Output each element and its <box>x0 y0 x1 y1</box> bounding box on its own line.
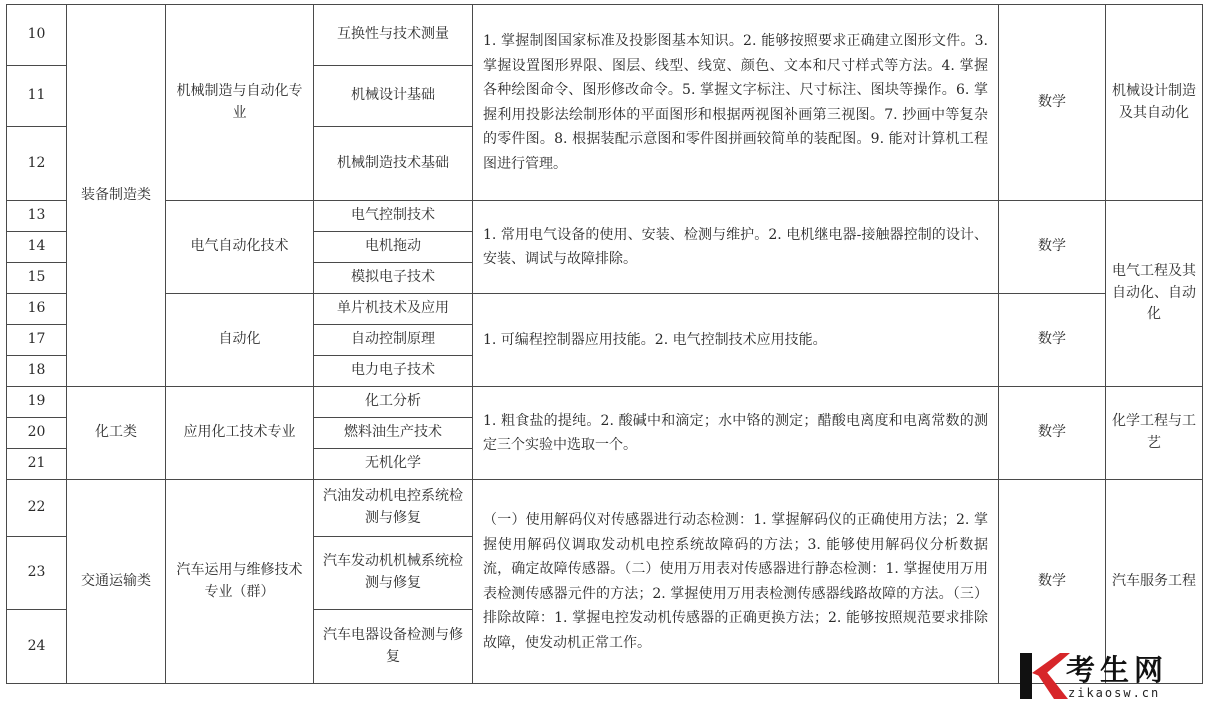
row-number: 24 <box>7 610 67 684</box>
course-cell: 电机拖动 <box>314 232 473 263</box>
row-number: 21 <box>7 449 67 480</box>
major-cell: 自动化 <box>166 294 314 387</box>
undergrad-major: 电气工程及其自动化、自动化 <box>1106 201 1203 387</box>
category-cell: 装备制造类 <box>67 5 166 387</box>
exam-content-table <box>6 4 1203 684</box>
course-cell: 汽油发动机电控系统检测与修复 <box>314 480 473 537</box>
major-cell: 机械制造与自动化专业 <box>166 5 314 201</box>
row-number: 14 <box>7 232 67 263</box>
course-cell: 燃料油生产技术 <box>314 418 473 449</box>
table-row <box>7 5 1203 66</box>
site-watermark <box>1016 651 1196 703</box>
exam-subject: 数学 <box>999 294 1106 387</box>
course-cell: 自动控制原理 <box>314 325 473 356</box>
course-cell: 机械设计基础 <box>314 66 473 127</box>
watermark-site-name: 考生网 <box>1066 653 1169 687</box>
row-number: 18 <box>7 356 67 387</box>
undergrad-major: 机械设计制造及其自动化 <box>1106 5 1203 201</box>
course-cell: 化工分析 <box>314 387 473 418</box>
major-cell: 应用化工技术专业 <box>166 387 314 480</box>
course-cell: 汽车电器设备检测与修复 <box>314 610 473 684</box>
skill-description: 1. 粗食盐的提纯。2. 酸碱中和滴定；水中铬的测定；醋酸电离度和电离常数的测定三个实验中选取一个。 <box>473 387 999 480</box>
skill-description: 1. 可编程控制器应用技能。2. 电气控制技术应用技能。 <box>473 294 999 387</box>
row-number: 17 <box>7 325 67 356</box>
undergrad-major: 汽车服务工程 <box>1106 480 1203 684</box>
exam-subject: 数学 <box>999 480 1106 684</box>
course-cell: 模拟电子技术 <box>314 263 473 294</box>
course-cell: 汽车发动机机械系统检测与修复 <box>314 537 473 610</box>
table-row <box>7 201 1203 232</box>
major-cell: 汽车运用与维修技术专业（群） <box>166 480 314 684</box>
row-number: 10 <box>7 5 67 66</box>
k-logo-icon <box>1016 651 1070 701</box>
table-row <box>7 387 1203 418</box>
watermark-domain: zikaosw.cn <box>1068 686 1161 700</box>
row-number: 12 <box>7 127 67 201</box>
skill-description: （一）使用解码仪对传感器进行动态检测：1. 掌握解码仪的正确使用方法；2. 掌握使用解码仪调取发动机电控系统故障码的方法；3. 能够使用解码仪分析数据流，确定故障传感器。（二）使用万用表对传感器进行静态检测：1. 掌握使用万用表检测传感器元件的方法；2. 掌握使用万用表检测传感器线路故障的方法。（三）排除故障：1. 掌握电控发动机传感器的正确更换方法；2. 能够按照规范要求排除故障，使发动机正常工作。 <box>473 480 999 684</box>
exam-subject: 数学 <box>999 201 1106 294</box>
skill-description: 1. 常用电气设备的使用、安装、检测与维护。2. 电机继电器-接触器控制的设计、安装、调试与故障排除。 <box>473 201 999 294</box>
category-cell: 化工类 <box>67 387 166 480</box>
category-cell: 交通运输类 <box>67 480 166 684</box>
row-number: 20 <box>7 418 67 449</box>
admission-table-wrap <box>6 4 1203 684</box>
course-cell: 互换性与技术测量 <box>314 5 473 66</box>
row-number: 22 <box>7 480 67 537</box>
table-row <box>7 294 1203 325</box>
course-cell: 无机化学 <box>314 449 473 480</box>
row-number: 13 <box>7 201 67 232</box>
row-number: 15 <box>7 263 67 294</box>
row-number: 16 <box>7 294 67 325</box>
course-cell: 机械制造技术基础 <box>314 127 473 201</box>
row-number: 19 <box>7 387 67 418</box>
row-number: 11 <box>7 66 67 127</box>
skill-description: 1. 掌握制图国家标准及投影图基本知识。2. 能够按照要求正确建立图形文件。3. 掌握设置图形界限、图层、线型、线宽、颜色、文本和尺寸样式等方法。4. 掌握各种绘图命令、图形修改命令。5. 掌握文字标注、尺寸标注、图块等操作。6. 掌握利用投影法绘制形体的平面图形和根据两视图补画第三视图。7. 抄画中等复杂的零件图。8. 根据装配示意图和零件图拼画较简单的装配图。9. 能对计算机工程图进行管理。 <box>473 5 999 201</box>
exam-subject: 数学 <box>999 387 1106 480</box>
course-cell: 电力电子技术 <box>314 356 473 387</box>
course-cell: 单片机技术及应用 <box>314 294 473 325</box>
exam-subject: 数学 <box>999 5 1106 201</box>
row-number: 23 <box>7 537 67 610</box>
course-cell: 电气控制技术 <box>314 201 473 232</box>
table-row <box>7 480 1203 537</box>
undergrad-major: 化学工程与工艺 <box>1106 387 1203 480</box>
major-cell: 电气自动化技术 <box>166 201 314 294</box>
